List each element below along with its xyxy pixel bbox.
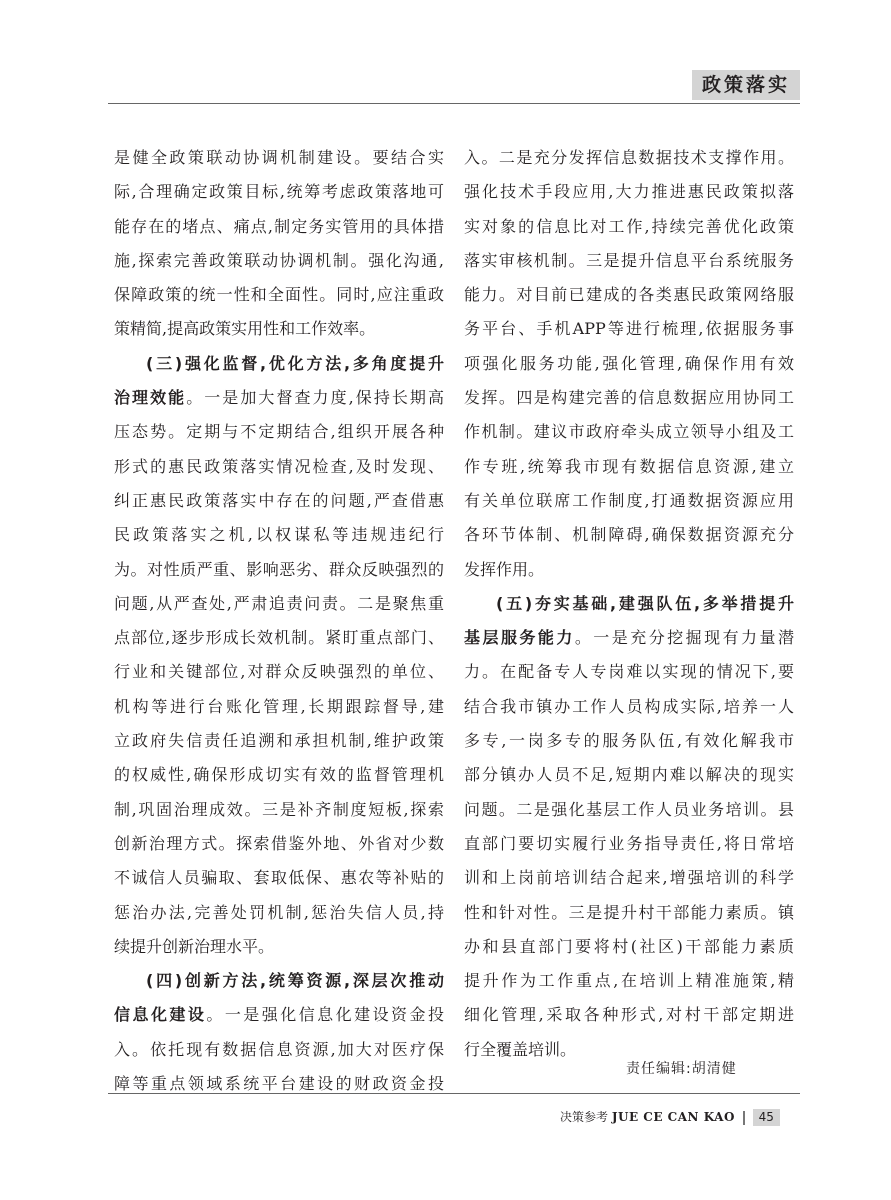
text-line: [464, 587, 794, 621]
body-text: 不诚信人员骗取、套取低保、惠农等补贴的: [114, 868, 444, 888]
body-text: 形式的惠民政策落实情况检查,及时发现、: [114, 456, 444, 476]
text-line: [114, 827, 444, 861]
left-column: [114, 141, 444, 1101]
right-column: [464, 141, 794, 1067]
text-line: [114, 896, 444, 930]
body-text: 际,合理确定政策目标,统筹考虑政策落地可: [114, 182, 444, 202]
text-line: [464, 827, 794, 861]
text-line: [114, 861, 444, 895]
body-text: 能力。对目前已建成的各类惠民政策网络服: [464, 285, 794, 305]
body-text: 保障政策的统一性和全面性。同时,应注重政: [114, 285, 444, 305]
footer: [560, 1108, 780, 1126]
body-text: 发挥作用。: [464, 559, 545, 579]
text-line: [464, 278, 794, 312]
text-line: [114, 690, 444, 724]
body-text: 落实审核机制。三是提升信息平台系统服务: [464, 250, 794, 270]
text-line: [114, 758, 444, 792]
text-line: [114, 793, 444, 827]
text-line: [464, 655, 794, 689]
body-text: 施,探索完善政策联动协调机制。强化沟通,: [114, 250, 444, 270]
text-line: [464, 896, 794, 930]
text-line: [114, 381, 444, 415]
body-text: 有关单位联席工作制度,打通数据资源应用: [464, 490, 794, 510]
text-line: [114, 210, 444, 244]
body-text: 多专,一岗多专的服务队伍,有效化解我市: [464, 731, 794, 751]
body-text: 训和上岗前培训结合起来,增强培训的科学: [464, 868, 794, 888]
page-number: 45: [753, 1109, 780, 1126]
text-line: [464, 758, 794, 792]
body-text: 。一是加大督查力度,保持长期高: [186, 388, 444, 408]
body-text: 实对象的信息比对工作,持续完善优化政策: [464, 216, 794, 236]
text-line: [464, 484, 794, 518]
text-line: [464, 312, 794, 346]
section-tag-label: 政策落实: [701, 74, 790, 96]
journal-name-en: JUE CE CAN KAO: [611, 1110, 735, 1124]
journal-name-cn: 决策参考: [560, 1110, 609, 1124]
section-tag: [692, 70, 800, 100]
body-text: 民政策落实之机,以权谋私等违规违纪行: [114, 525, 444, 545]
body-text: 提升作为工作重点,在培训上精准施策,精: [464, 971, 794, 991]
body-text: 性和针对性。三是提升村干部能力素质。镇: [464, 902, 794, 922]
body-text: 策精简,提高政策实用性和工作效率。: [114, 319, 376, 339]
text-line: [114, 518, 444, 552]
subheading-text: (三)强化监督,优化方法,多角度提升: [146, 353, 444, 373]
body-text: 问题,从严查处,严肃追责问责。二是聚焦重: [114, 593, 444, 613]
text-line: [464, 244, 794, 278]
text-line: [114, 450, 444, 484]
body-text: 行全覆盖培训。: [464, 1039, 577, 1059]
text-line: [114, 553, 444, 587]
body-text: 直部门要切实履行业务指导责任,将日常培: [464, 833, 794, 853]
text-line: [114, 415, 444, 449]
editor-credit: 责任编辑:胡清健: [626, 1061, 737, 1077]
body-text: 力。在配备专人专岗难以实现的情况下,要: [464, 662, 794, 682]
text-line: [114, 998, 444, 1032]
body-text: 纠正惠民政策落实中存在的问题,严查借惠: [114, 490, 444, 510]
text-line: [464, 553, 794, 587]
text-line: [464, 964, 794, 998]
header-rule: [108, 103, 800, 104]
body-text: 创新治理方式。探索借鉴外地、外省对少数: [114, 833, 444, 853]
body-text: 为。对性质严重、影响恶劣、群众反映强烈的: [114, 559, 444, 579]
text-line: [114, 244, 444, 278]
text-line: [114, 587, 444, 621]
body-text: 制,巩固治理成效。三是补齐制度短板,探索: [114, 799, 444, 819]
subheading-text: (四)创新方法,统筹资源,深层次推动: [146, 971, 444, 991]
body-text: 问题。二是强化基层工作人员业务培训。县: [464, 799, 794, 819]
body-text: 行业和关键部位,对群众反映强烈的单位、: [114, 662, 444, 682]
subheading-text: 基层服务能力: [464, 628, 575, 648]
body-text: 强化技术手段应用,大力推进惠民政策拟落: [464, 182, 794, 202]
subheading-text: 信息化建设: [114, 1005, 207, 1025]
text-line: [464, 861, 794, 895]
text-line: [114, 347, 444, 381]
text-line: [464, 930, 794, 964]
text-line: [114, 930, 444, 964]
body-text: 细化管理,采取各种形式,对村干部定期进: [464, 1005, 794, 1025]
text-line: [464, 175, 794, 209]
body-text: 压态势。定期与不定期结合,组织开展各种: [114, 422, 444, 442]
text-line: [114, 964, 444, 998]
text-line: [464, 210, 794, 244]
body-text: 续提升创新治理水平。: [114, 936, 275, 956]
text-line: [464, 690, 794, 724]
body-text: 入。依托现有数据信息资源,加大对医疗保: [114, 1039, 444, 1059]
text-line: [114, 1067, 444, 1101]
body-text: 是健全政策联动协调机制建设。要结合实: [114, 148, 444, 167]
text-line: [114, 1033, 444, 1067]
body-text: 惩治办法,完善处罚机制,惩治失信人员,持: [114, 902, 444, 922]
text-line: [464, 518, 794, 552]
body-text: 。一是强化信息化建设资金投: [206, 1005, 444, 1025]
body-text: 务平台、手机APP等进行梳理,依据服务事: [464, 319, 794, 339]
text-line: [464, 793, 794, 827]
body-text: 作专班,统筹我市现有数据信息资源,建立: [464, 456, 794, 476]
text-line: [464, 998, 794, 1032]
body-text: 立政府失信责任追溯和承担机制,维护政策: [114, 731, 444, 751]
body-text: 点部位,逐步形成长效机制。紧盯重点部门、: [114, 628, 444, 648]
text-line: [114, 621, 444, 655]
text-line: [114, 655, 444, 689]
body-text: 部分镇办人员不足,短期内难以解决的现实: [464, 765, 794, 785]
body-text: 入。二是充分发挥信息数据技术支撑作用。: [464, 148, 794, 167]
body-text: 各环节体制、机制障碍,确保数据资源充分: [464, 525, 794, 545]
footer-separator: [743, 1111, 745, 1125]
body-text: 障等重点领域系统平台建设的财政资金投: [114, 1074, 444, 1094]
text-line: [464, 141, 794, 175]
text-line: [464, 724, 794, 758]
body-text: 办和县直部门要将村(社区)干部能力素质: [464, 936, 794, 956]
subheading-text: 治理效能: [114, 388, 187, 408]
body-text: 发挥。四是构建完善的信息数据应用协同工: [464, 388, 794, 408]
body-text: 项强化服务功能,强化管理,确保作用有效: [464, 353, 794, 373]
text-line: [114, 484, 444, 518]
text-line: [114, 278, 444, 312]
body-text: 的权威性,确保形成切实有效的监督管理机: [114, 765, 444, 785]
text-line: [114, 312, 444, 346]
text-line: [114, 175, 444, 209]
body-text: 。一是充分挖掘现有力量潜: [574, 628, 794, 648]
text-line: [114, 141, 444, 175]
body-text: 机构等进行台账化管理,长期跟踪督导,建: [114, 696, 444, 716]
subheading-text: (五)夯实基础,建强队伍,多举措提升: [496, 593, 794, 613]
text-line: [464, 381, 794, 415]
body-text: 能存在的堵点、痛点,制定务实管用的具体措: [114, 216, 444, 236]
text-line: [464, 347, 794, 381]
text-line: [114, 724, 444, 758]
footer-rule: [108, 1093, 800, 1094]
text-line: [464, 450, 794, 484]
text-line: [464, 415, 794, 449]
text-line: [464, 621, 794, 655]
body-text: 结合我市镇办工作人员构成实际,培养一人: [464, 696, 794, 716]
body-text: 作机制。建议市政府牵头成立领导小组及工: [464, 422, 794, 442]
